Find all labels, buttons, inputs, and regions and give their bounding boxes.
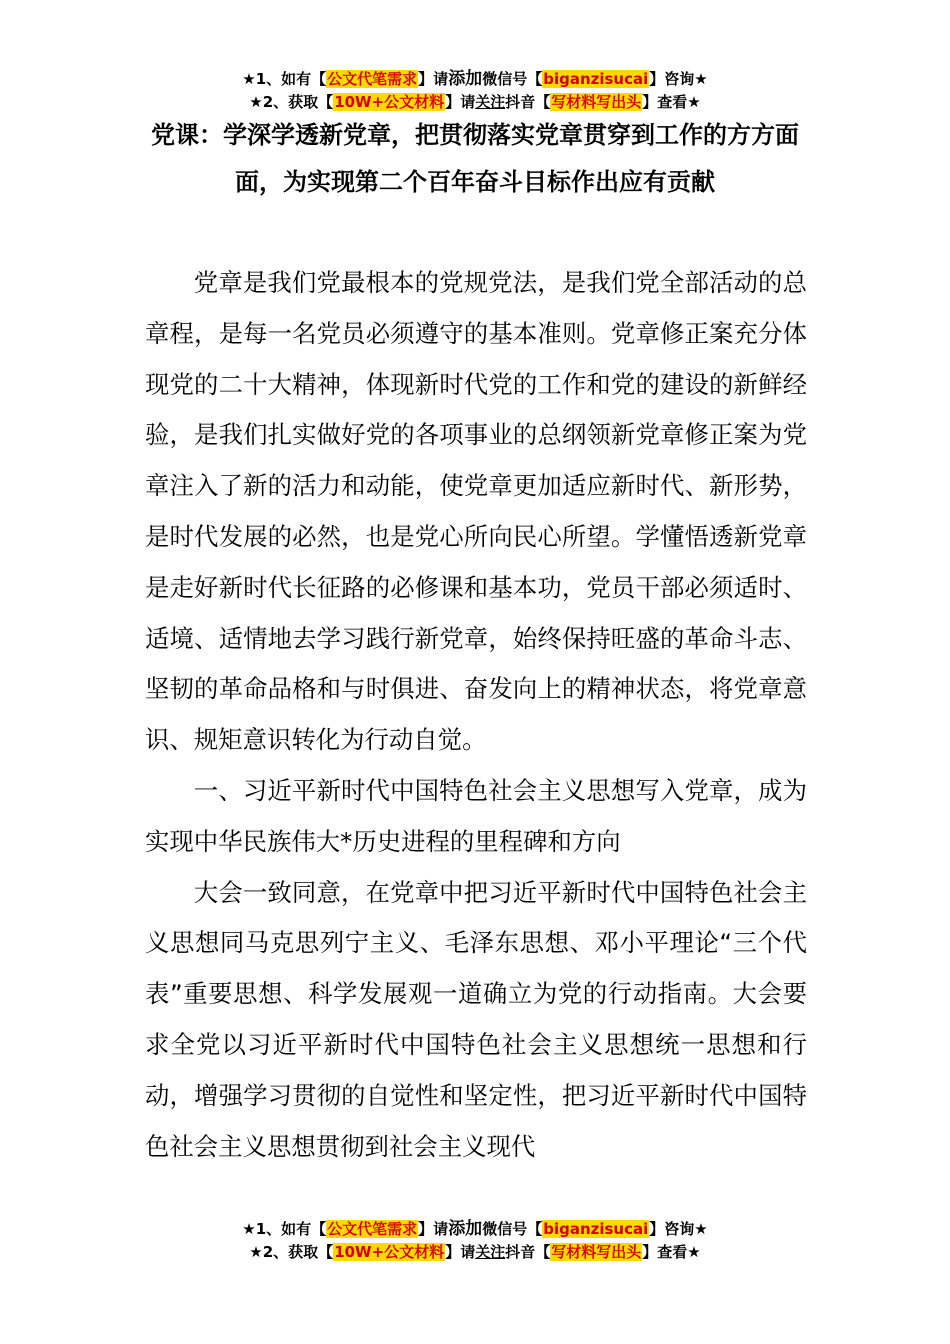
promo-text: 微信号【 [482, 1220, 543, 1238]
footer-promo-banner [0, 1218, 950, 1264]
document-title: 党课：学深学透新党章，把贯彻落实党章贯穿到工作的方方面面，为实现第二个百年奋斗目标作出应有贡献 [151, 121, 799, 196]
section-heading: 一、习近平新时代中国特色社会主义思想写入党章，成为实现中华民族伟大*历史进程的里程碑和方向 [145, 775, 807, 856]
promo-text: 】请 [445, 1243, 476, 1261]
promo-highlight: 公文代笔需求 [327, 70, 418, 88]
promo-text: 】请 [445, 93, 476, 111]
promo-text: 微信号【 [482, 70, 543, 88]
promo-text: 】请 [418, 1220, 449, 1238]
promo-highlight: 10W+公文材料 [334, 93, 445, 111]
promo-text: 抖音【 [505, 1243, 551, 1261]
promo-line-2 [0, 91, 950, 114]
promo-text: 】咨询★ [649, 1220, 708, 1238]
promo-text: ★1、如有【 [242, 1220, 327, 1238]
promo-text: 】查看★ [642, 93, 701, 111]
promo-text: 】查看★ [642, 1243, 701, 1261]
promo-wechat-id: biganzisucai [543, 70, 649, 88]
promo-emphasis: 添加 [448, 1219, 483, 1239]
promo-text: ★1、如有【 [242, 70, 327, 88]
promo-line-1 [0, 1218, 950, 1241]
promo-highlight: 10W+公文材料 [334, 1243, 445, 1261]
document-body [145, 258, 807, 1172]
body-paragraph: 大会一致同意，在党章中把习近平新时代中国特色社会主义思想同马克思列宁主义、毛泽东思想、邓小平理论“三个代表”重要思想、科学发展观一道确立为党的行动指南。大会要求全党以习近平新时代中国特色社会主义思想统一思想和行动，增强学习贯彻的自觉性和坚定性，把习近平新时代中国特色社会主义思想贯彻到社会主义现代 [145, 877, 807, 1161]
promo-line-2 [0, 1241, 950, 1264]
promo-emphasis: 关注 [475, 1243, 506, 1261]
promo-highlight: 公文代笔需求 [327, 1220, 418, 1238]
promo-text: ★2、获取【 [249, 93, 334, 111]
header-promo-banner [0, 68, 950, 114]
promo-emphasis: 关注 [475, 93, 506, 111]
promo-text: 抖音【 [505, 93, 551, 111]
promo-wechat-id: biganzisucai [543, 1220, 649, 1238]
promo-line-1 [0, 68, 950, 91]
body-paragraph: 党章是我们党最根本的党规党法，是我们党全部活动的总章程，是每一名党员必须遵守的基本准则。党章修正案充分体现党的二十大精神，体现新时代党的工作和党的建设的新鲜经验，是我们扎实做好党的各项事业的总纲领新党章修正案为党章注入了新的活力和动能，使党章更加适应新时代、新形势，是时代发展的必然，也是党心所向民心所望。学懂悟透新党章是走好新时代长征路的必修课和基本功，党员干部必须适时、适境、适情地去学习践行新党章，始终保持旺盛的革命斗志、坚韧的革命品格和与时俱进、奋发向上的精神状态，将党章意识、规矩意识转化为行动自觉。 [145, 268, 807, 755]
promo-douyin-id: 写材料写出头 [551, 1243, 642, 1261]
promo-text: 】咨询★ [649, 70, 708, 88]
promo-douyin-id: 写材料写出头 [551, 93, 642, 111]
promo-text: ★2、获取【 [249, 1243, 334, 1261]
promo-emphasis: 添加 [448, 69, 483, 89]
promo-text: 】请 [418, 70, 449, 88]
